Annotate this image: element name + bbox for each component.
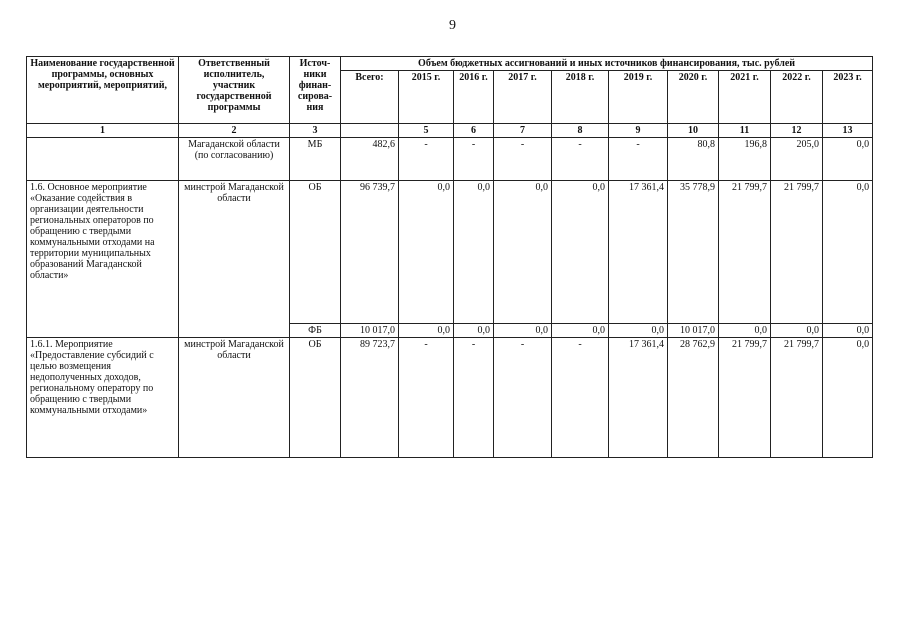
column-number-row xyxy=(27,124,873,138)
value-cell: 0,0 xyxy=(609,324,668,338)
value-total: 96 739,7 xyxy=(341,181,399,324)
value-cell: 28 762,9 xyxy=(668,338,719,458)
row-source: ОБ xyxy=(290,338,341,458)
value-cell: 0,0 xyxy=(454,324,494,338)
value-cell: 0,0 xyxy=(719,324,771,338)
row-source: ОБ xyxy=(290,181,341,324)
value-total: 89 723,7 xyxy=(341,338,399,458)
value-cell: 0,0 xyxy=(399,181,454,324)
header-year: 2019 г. xyxy=(609,71,668,124)
value-cell: 10 017,0 xyxy=(668,324,719,338)
value-cell: - xyxy=(494,138,552,181)
table-row xyxy=(27,181,873,324)
value-cell: 0,0 xyxy=(552,181,609,324)
row-name: 1.6. Основное мероприятие «Оказание содействия в организации деятельности региональных операторов по обращению с твердыми коммунальными отходами на территории муниципальных образований Магаданской области» xyxy=(27,181,179,338)
row-responsible: минстрой Магаданской области xyxy=(179,181,290,338)
value-cell: - xyxy=(494,338,552,458)
column-number: 6 xyxy=(454,124,494,138)
column-number: 11 xyxy=(719,124,771,138)
column-number: 13 xyxy=(823,124,873,138)
value-cell: 21 799,7 xyxy=(771,338,823,458)
header-total: Всего: xyxy=(341,71,399,124)
column-number: 2 xyxy=(179,124,290,138)
header-source: Источ- ники финан- сирова- ния xyxy=(290,57,341,124)
header-year: 2020 г. xyxy=(668,71,719,124)
column-number: 12 xyxy=(771,124,823,138)
value-cell: 0,0 xyxy=(399,324,454,338)
column-number xyxy=(341,124,399,138)
row-responsible: Магаданской области (по согласованию) xyxy=(179,138,290,181)
value-cell: 205,0 xyxy=(771,138,823,181)
value-cell: 21 799,7 xyxy=(771,181,823,324)
value-cell: - xyxy=(454,138,494,181)
value-cell: 0,0 xyxy=(494,181,552,324)
header-year: 2021 г. xyxy=(719,71,771,124)
column-number: 9 xyxy=(609,124,668,138)
header-volume: Объем бюджетных ассигнований и иных источников финансирования, тыс. рублей xyxy=(341,57,873,71)
value-cell: 0,0 xyxy=(494,324,552,338)
value-cell: 35 778,9 xyxy=(668,181,719,324)
value-cell: 0,0 xyxy=(823,324,873,338)
header-responsible: Ответственный исполнитель, участник государственной программы xyxy=(179,57,290,124)
value-cell: 0,0 xyxy=(823,338,873,458)
value-cell: 0,0 xyxy=(823,138,873,181)
value-total: 10 017,0 xyxy=(341,324,399,338)
row-name: 1.6.1. Мероприятие «Предоставление субсидий с целью возмещения недополученных доходов, региональному оператору по обращению с твердыми коммунальными отходами» xyxy=(27,338,179,458)
value-total: 482,6 xyxy=(341,138,399,181)
header-year: 2016 г. xyxy=(454,71,494,124)
value-cell: 196,8 xyxy=(719,138,771,181)
column-number: 8 xyxy=(552,124,609,138)
column-number: 3 xyxy=(290,124,341,138)
column-number: 7 xyxy=(494,124,552,138)
value-cell: 0,0 xyxy=(823,181,873,324)
column-number: 5 xyxy=(399,124,454,138)
budget-table xyxy=(26,56,873,458)
value-cell: 80,8 xyxy=(668,138,719,181)
header-year: 2023 г. xyxy=(823,71,873,124)
header-year: 2017 г. xyxy=(494,71,552,124)
value-cell: 0,0 xyxy=(552,324,609,338)
value-cell: - xyxy=(552,338,609,458)
value-cell: - xyxy=(454,338,494,458)
value-cell: 17 361,4 xyxy=(609,338,668,458)
row-responsible: минстрой Магаданской области xyxy=(179,338,290,458)
column-number: 1 xyxy=(27,124,179,138)
row-name xyxy=(27,138,179,181)
header-year: 2018 г. xyxy=(552,71,609,124)
table-row xyxy=(27,138,873,181)
row-source: ФБ xyxy=(290,324,341,338)
value-cell: 0,0 xyxy=(454,181,494,324)
header-year: 2015 г. xyxy=(399,71,454,124)
value-cell: 17 361,4 xyxy=(609,181,668,324)
value-cell: - xyxy=(552,138,609,181)
value-cell: 21 799,7 xyxy=(719,181,771,324)
value-cell: 21 799,7 xyxy=(719,338,771,458)
value-cell: - xyxy=(399,338,454,458)
header-year: 2022 г. xyxy=(771,71,823,124)
value-cell: - xyxy=(609,138,668,181)
column-number: 10 xyxy=(668,124,719,138)
page-number: 9 xyxy=(449,18,456,33)
value-cell: - xyxy=(399,138,454,181)
header-name: Наименование государственной программы, основных мероприятий, мероприятий, xyxy=(27,57,179,124)
row-source: МБ xyxy=(290,138,341,181)
value-cell: 0,0 xyxy=(771,324,823,338)
table-row xyxy=(27,338,873,458)
